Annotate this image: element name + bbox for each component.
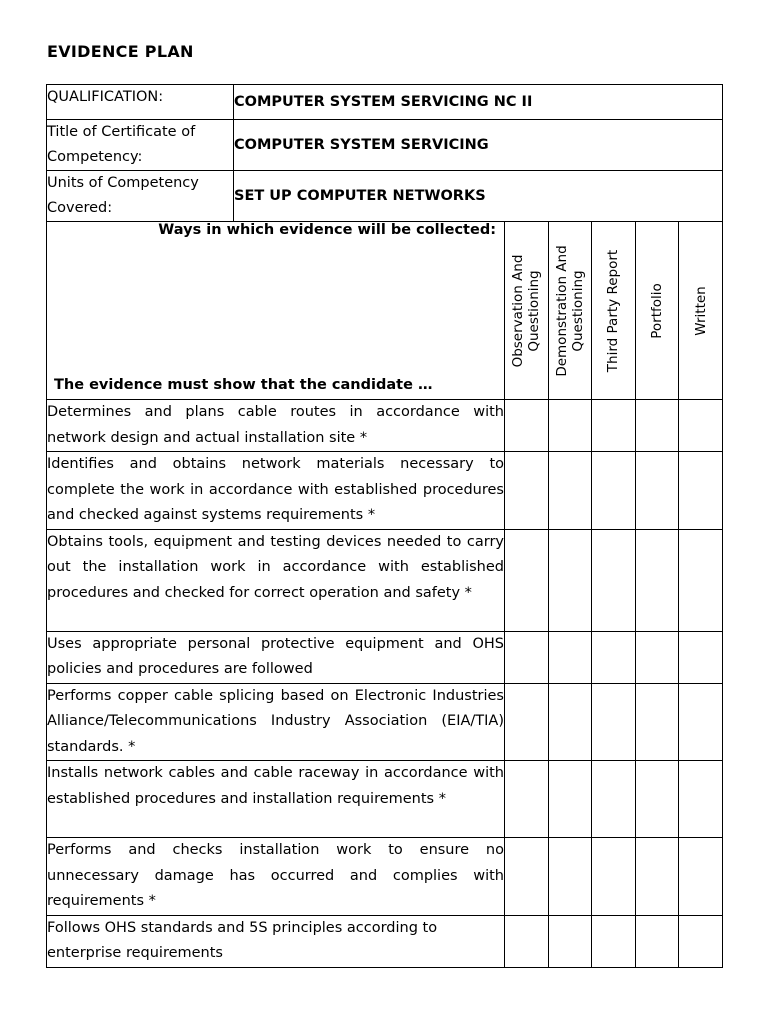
qualification-value: COMPUTER SYSTEM SERVICING NC II [234, 85, 723, 120]
criterion-text: Performs copper cable splicing based on Electronic Industries Alliance/Telecommunications Industry Association (EIA/TIA) standards. * [47, 683, 505, 761]
criterion-text: Performs and checks installation work to ensure no unnecessary damage has occurred and complies with requirements * [47, 838, 505, 916]
checkbox-cell[interactable] [679, 529, 723, 631]
method-header-third-party [592, 222, 636, 400]
ways-heading: Ways in which evidence will be collected: [158, 222, 496, 238]
checkbox-cell[interactable] [548, 915, 592, 967]
checkbox-cell[interactable] [505, 400, 549, 452]
method-label-line1: Demonstration And [553, 244, 570, 377]
checkbox-cell[interactable] [505, 529, 549, 631]
method-label-line2: Questioning [526, 269, 543, 352]
checkbox-cell[interactable] [679, 631, 723, 683]
method-label-line1: Third Party Report [605, 249, 622, 372]
checkbox-cell[interactable] [679, 683, 723, 761]
checkbox-cell[interactable] [592, 529, 636, 631]
checkbox-cell[interactable] [505, 761, 549, 838]
criterion-row [47, 915, 723, 967]
checkbox-cell[interactable] [548, 838, 592, 916]
units-label: Units of Competency Covered: [47, 171, 234, 222]
criterion-row [47, 683, 723, 761]
checkbox-cell[interactable] [505, 915, 549, 967]
checkbox-cell[interactable] [679, 761, 723, 838]
checkbox-cell[interactable] [592, 683, 636, 761]
checkbox-cell[interactable] [635, 452, 679, 530]
candidate-heading: The evidence must show that the candidate … [54, 377, 433, 393]
checkbox-cell[interactable] [592, 915, 636, 967]
checkbox-cell[interactable] [635, 631, 679, 683]
checkbox-cell[interactable] [592, 631, 636, 683]
checkbox-cell[interactable] [679, 915, 723, 967]
certificate-value: COMPUTER SYSTEM SERVICING [234, 120, 723, 171]
units-row [47, 171, 723, 222]
checkbox-cell[interactable] [505, 838, 549, 916]
method-label-line2: Questioning [569, 269, 586, 352]
checkbox-cell[interactable] [505, 452, 549, 530]
checkbox-cell[interactable] [635, 683, 679, 761]
checkbox-cell[interactable] [592, 761, 636, 838]
checkbox-cell[interactable] [548, 529, 592, 631]
checkbox-cell[interactable] [679, 452, 723, 530]
checkbox-cell[interactable] [548, 631, 592, 683]
checkbox-cell[interactable] [505, 631, 549, 683]
qualification-label: QUALIFICATION: [47, 85, 234, 120]
criterion-text: Installs network cables and cable raceway in accordance with established procedures and installation requirements * [47, 761, 505, 838]
page-title: EVIDENCE PLAN [47, 42, 194, 61]
certificate-label: Title of Certificate of Competency: [47, 120, 234, 171]
checkbox-cell[interactable] [679, 400, 723, 452]
checkbox-cell[interactable] [635, 915, 679, 967]
evidence-plan-table [46, 84, 723, 968]
criterion-text: Obtains tools, equipment and testing devices needed to carry out the installation work in accordance with established procedures and checked for correct operation and safety * [47, 529, 505, 631]
method-header-written [679, 222, 723, 400]
method-label-line1: Observation And [510, 254, 527, 367]
method-label-line1: Written [692, 285, 709, 336]
method-header-portfolio [635, 222, 679, 400]
checkbox-cell[interactable] [548, 400, 592, 452]
certificate-row [47, 120, 723, 171]
checkbox-cell[interactable] [635, 761, 679, 838]
criterion-row [47, 761, 723, 838]
checkbox-cell[interactable] [635, 529, 679, 631]
criterion-row [47, 838, 723, 916]
checkbox-cell[interactable] [548, 683, 592, 761]
criterion-text: Uses appropriate personal protective equipment and OHS policies and procedures are followed [47, 631, 505, 683]
criterion-row [47, 631, 723, 683]
criterion-text: Determines and plans cable routes in accordance with network design and actual installation site * [47, 400, 505, 452]
method-header-demonstration [548, 222, 592, 400]
qualification-row [47, 85, 723, 120]
criterion-text: Identifies and obtains network materials necessary to complete the work in accordance with established procedures and checked against systems requirements * [47, 452, 505, 530]
checkbox-cell[interactable] [635, 838, 679, 916]
checkbox-cell[interactable] [592, 452, 636, 530]
checkbox-cell[interactable] [548, 761, 592, 838]
methods-header-row [47, 222, 723, 400]
units-value: SET UP COMPUTER NETWORKS [234, 171, 723, 222]
checkbox-cell[interactable] [592, 400, 636, 452]
evidence-header-cell [47, 222, 505, 400]
method-label-line1: Portfolio [649, 282, 666, 339]
checkbox-cell[interactable] [592, 838, 636, 916]
checkbox-cell[interactable] [635, 400, 679, 452]
criterion-text: Follows OHS standards and 5S principles according to enterprise requirements [47, 915, 505, 967]
criterion-row [47, 452, 723, 530]
method-header-observation [505, 222, 549, 400]
checkbox-cell[interactable] [548, 452, 592, 530]
checkbox-cell[interactable] [505, 683, 549, 761]
criterion-row [47, 400, 723, 452]
criterion-row [47, 529, 723, 631]
checkbox-cell[interactable] [679, 838, 723, 916]
